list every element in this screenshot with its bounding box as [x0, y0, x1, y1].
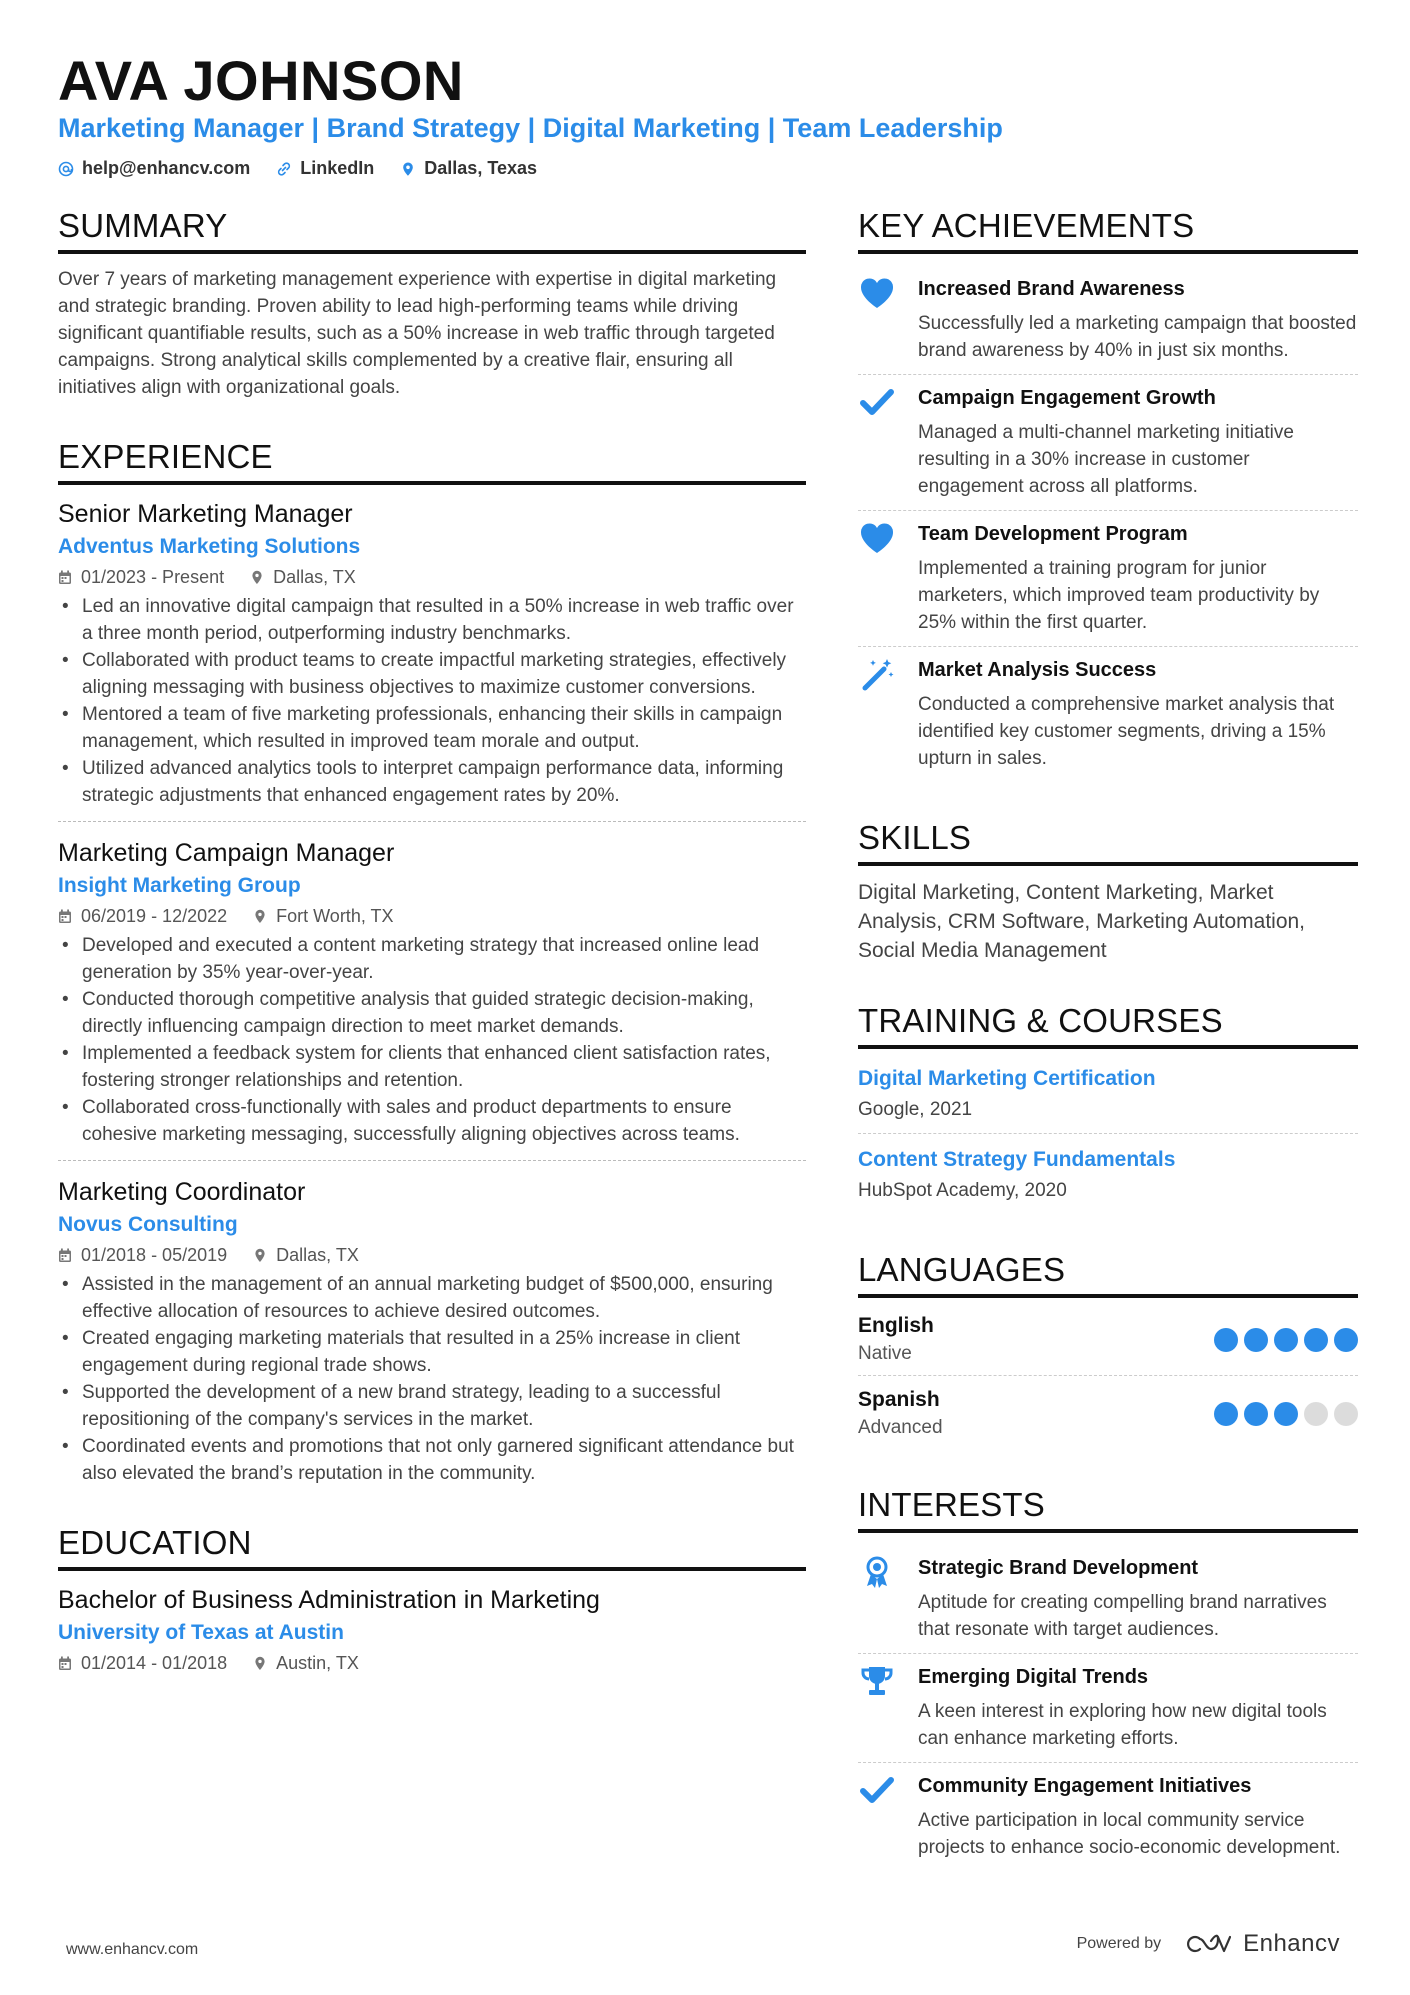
- award-badge-icon: [859, 1555, 895, 1589]
- contact-bar: [58, 158, 537, 179]
- achievement-title: Market Analysis Success: [918, 659, 1157, 681]
- heart-icon: [859, 521, 895, 555]
- course-name: Content Strategy Fundamentals: [858, 1148, 1176, 1171]
- job-title: Marketing Campaign Manager: [58, 839, 395, 867]
- bullet: • Led an innovative digital campaign that resulted in a 50% increase in web traffic over a three month period, outperforming industry benchmarks.: [58, 593, 806, 647]
- education-meta: [58, 1649, 806, 1677]
- job-title: Senior Marketing Manager: [58, 500, 353, 528]
- company-name: Novus Consulting: [58, 1213, 238, 1236]
- map-pin-icon: [253, 1656, 267, 1671]
- job-meta: [58, 1241, 806, 1269]
- job-bullets: [58, 1271, 806, 1487]
- footer-branding: [1077, 1930, 1340, 1958]
- map-pin-icon: [250, 570, 264, 585]
- job-location: [250, 563, 356, 591]
- heart-icon: [859, 276, 895, 310]
- interests-heading: INTERESTS: [858, 1485, 1358, 1533]
- rating-dot-filled: [1244, 1402, 1268, 1426]
- headline: Marketing Manager | Brand Strategy | Digital Marketing | Team Leadership: [58, 113, 1003, 143]
- interest-desc: A keen interest in exploring how new digital tools can enhance marketing efforts.: [918, 1701, 1327, 1749]
- skills-text: Digital Marketing, Content Marketing, Market Analysis, CRM Software, Marketing Automation, Social Media Management: [858, 881, 1306, 962]
- interest-title: Emerging Digital Trends: [918, 1666, 1149, 1688]
- rating-dot-filled: [1274, 1402, 1298, 1426]
- summary-section: [58, 206, 806, 401]
- job-bullets: [58, 593, 806, 809]
- language-name: Spanish: [858, 1388, 940, 1411]
- achievement-item: [858, 375, 1358, 511]
- achievement-title: Campaign Engagement Growth: [918, 387, 1216, 409]
- experience-section: [58, 437, 806, 1487]
- link-icon: [276, 161, 292, 177]
- check-icon: [859, 1773, 895, 1807]
- job-location: [253, 902, 393, 930]
- linkedin-text: LinkedIn: [300, 158, 375, 178]
- achievement-item: [858, 511, 1358, 647]
- summary-text: Over 7 years of marketing management experience with expertise in digital marketing and strategic branding. Proven ability to lead high-performing teams while driving significant quantifiable results, such as a 50% increase in web traffic through targeted campaigns. Strong analytical skills complemented by a creative flair, ensuring all initiatives align with organizational goals.: [58, 269, 777, 398]
- skills-heading: SKILLS: [858, 818, 1358, 866]
- bullet: • Developed and executed a content marketing strategy that increased online lead generation by 35% year-over-year.: [58, 932, 806, 986]
- training-heading: TRAINING & COURSES: [858, 1001, 1358, 1049]
- map-pin-icon: [253, 909, 267, 924]
- calendar-icon: [58, 1248, 72, 1263]
- education-location-text: Austin, TX: [276, 1653, 359, 1673]
- company-name: Adventus Marketing Solutions: [58, 535, 361, 558]
- at-icon: [58, 161, 74, 177]
- left-column: [58, 206, 806, 1713]
- achievements-section: [858, 206, 1358, 782]
- rating-dot-filled: [1274, 1328, 1298, 1352]
- course-name: Digital Marketing Certification: [858, 1067, 1156, 1090]
- rating-dot-empty: [1304, 1402, 1328, 1426]
- job-bullets: [58, 932, 806, 1148]
- job-entry: [58, 836, 806, 1161]
- language-level: Native: [858, 1343, 912, 1364]
- rating-dot-filled: [1244, 1328, 1268, 1352]
- education-location: [253, 1649, 359, 1677]
- company-name: Insight Marketing Group: [58, 874, 301, 897]
- achievement-desc: Implemented a training program for junior marketers, which improved team productivity by 25% within the first quarter.: [918, 558, 1320, 633]
- rating-dot-empty: [1334, 1402, 1358, 1426]
- summary-heading: SUMMARY: [58, 206, 806, 254]
- rating-dot-filled: [1214, 1328, 1238, 1352]
- training-section: [858, 1001, 1358, 1214]
- enhancv-logo-icon: [1187, 1933, 1231, 1955]
- course-provider: Google, 2021: [858, 1099, 973, 1120]
- job-location-text: Dallas, TX: [273, 567, 356, 587]
- contact-location: [400, 158, 537, 179]
- job-location-text: Dallas, TX: [276, 1245, 359, 1265]
- job-dates-text: 01/2023 - Present: [81, 567, 225, 587]
- bullet: • Coordinated events and promotions that not only garnered significant attendance but also elevated the brand’s reputation in the community.: [58, 1433, 806, 1487]
- skills-section: [858, 818, 1358, 965]
- job-dates: [58, 563, 224, 591]
- experience-heading: EXPERIENCE: [58, 437, 806, 485]
- languages-heading: LANGUAGES: [858, 1250, 1358, 1298]
- job-entry: [58, 1175, 806, 1487]
- right-column: [858, 206, 1358, 1907]
- interest-desc: Active participation in local community service projects to enhance socio-economic development.: [918, 1810, 1341, 1858]
- interest-item: [858, 1763, 1358, 1871]
- footer-website[interactable]: www.enhancv.com: [66, 1941, 199, 1958]
- calendar-icon: [58, 570, 72, 585]
- magic-wand-icon: [859, 657, 895, 691]
- degree: Bachelor of Business Administration in Marketing: [58, 1586, 600, 1614]
- job-meta: [58, 902, 806, 930]
- powered-by-text: Powered by: [1076, 1935, 1162, 1952]
- achievement-item: [858, 266, 1358, 375]
- bullet: • Implemented a feedback system for clients that enhanced client satisfaction rates, fostering stronger relationships and retention.: [58, 1040, 806, 1094]
- contact-email[interactable]: [58, 158, 250, 179]
- bullet: • Mentored a team of five marketing professionals, enhancing their skills in campaign management, which resulted in improved team morale and output.: [58, 701, 806, 755]
- job-dates-text: 06/2019 - 12/2022: [81, 906, 228, 926]
- education-section: [58, 1523, 806, 1677]
- achievement-title: Increased Brand Awareness: [918, 278, 1185, 300]
- map-pin-icon: [400, 161, 416, 177]
- job-dates: [58, 1241, 227, 1269]
- achievement-item: [858, 647, 1358, 782]
- language-name: English: [858, 1314, 934, 1337]
- language-rating: [1214, 1328, 1358, 1352]
- course-item: [858, 1142, 1358, 1214]
- interest-desc: Aptitude for creating compelling brand narratives that resonate with target audiences.: [918, 1592, 1327, 1640]
- trophy-icon: [859, 1664, 895, 1698]
- education-heading: EDUCATION: [58, 1523, 806, 1571]
- language-item: [858, 1384, 1358, 1449]
- education-dates: [58, 1649, 227, 1677]
- rating-dot-filled: [1304, 1328, 1328, 1352]
- check-icon: [859, 385, 895, 419]
- bullet: • Utilized advanced analytics tools to interpret campaign performance data, informing strategic adjustments that enhanced engagement rates by 20%.: [58, 755, 806, 809]
- job-location: [253, 1241, 359, 1269]
- map-pin-icon: [253, 1248, 267, 1263]
- bullet: • Conducted thorough competitive analysis that guided strategic decision-making, directly influencing campaign direction to meet market demands.: [58, 986, 806, 1040]
- calendar-icon: [58, 909, 72, 924]
- candidate-name: AVA JOHNSON: [58, 49, 464, 112]
- achievement-desc: Managed a multi-channel marketing initiative resulting in a 30% increase in customer engagement across all platforms.: [918, 422, 1294, 497]
- email-text: help@enhancv.com: [82, 158, 251, 178]
- language-rating: [1214, 1402, 1358, 1426]
- interest-item: [858, 1545, 1358, 1654]
- job-location-text: Fort Worth, TX: [276, 906, 394, 926]
- bullet: • Created engaging marketing materials that resulted in a 25% increase in client engagement during regional trade shows.: [58, 1325, 806, 1379]
- rating-dot-filled: [1334, 1328, 1358, 1352]
- job-dates-text: 01/2018 - 05/2019: [81, 1245, 228, 1265]
- job-meta: [58, 563, 806, 591]
- language-level: Advanced: [858, 1417, 943, 1438]
- achievements-heading: KEY ACHIEVEMENTS: [858, 206, 1358, 254]
- location-text: Dallas, Texas: [424, 158, 538, 178]
- interest-title: Strategic Brand Development: [918, 1557, 1199, 1579]
- interest-item: [858, 1654, 1358, 1763]
- brand-name: Enhancv: [1243, 1930, 1340, 1957]
- language-item: [858, 1310, 1358, 1376]
- achievement-title: Team Development Program: [918, 523, 1188, 545]
- achievement-desc: Successfully led a marketing campaign that boosted brand awareness by 40% in just six months.: [918, 313, 1357, 361]
- bullet: • Supported the development of a new brand strategy, leading to a successful repositioning of the company's services in the market.: [58, 1379, 806, 1433]
- interests-section: [858, 1485, 1358, 1871]
- school-name: University of Texas at Austin: [58, 1621, 344, 1644]
- bullet: • Collaborated with product teams to create impactful marketing strategies, effectively aligning messaging with business objectives to maximize customer conversions.: [58, 647, 806, 701]
- education-dates-text: 01/2014 - 01/2018: [81, 1653, 228, 1673]
- contact-linkedin[interactable]: [276, 158, 374, 179]
- job-entry: [58, 497, 806, 822]
- job-title: Marketing Coordinator: [58, 1178, 306, 1206]
- course-item: [858, 1061, 1358, 1134]
- job-dates: [58, 902, 227, 930]
- calendar-icon: [58, 1656, 72, 1671]
- bullet: • Collaborated cross-functionally with sales and product departments to ensure cohesive marketing messaging, successfully aligning objectives across teams.: [58, 1094, 806, 1148]
- rating-dot-filled: [1214, 1402, 1238, 1426]
- course-provider: HubSpot Academy, 2020: [858, 1180, 1067, 1201]
- bullet: • Assisted in the management of an annual marketing budget of $500,000, ensuring effective allocation of resources to achieve desired outcomes.: [58, 1271, 806, 1325]
- languages-section: [858, 1250, 1358, 1449]
- achievement-desc: Conducted a comprehensive market analysis that identified key customer segments, driving a 15% upturn in sales.: [918, 694, 1335, 769]
- interest-title: Community Engagement Initiatives: [918, 1775, 1252, 1797]
